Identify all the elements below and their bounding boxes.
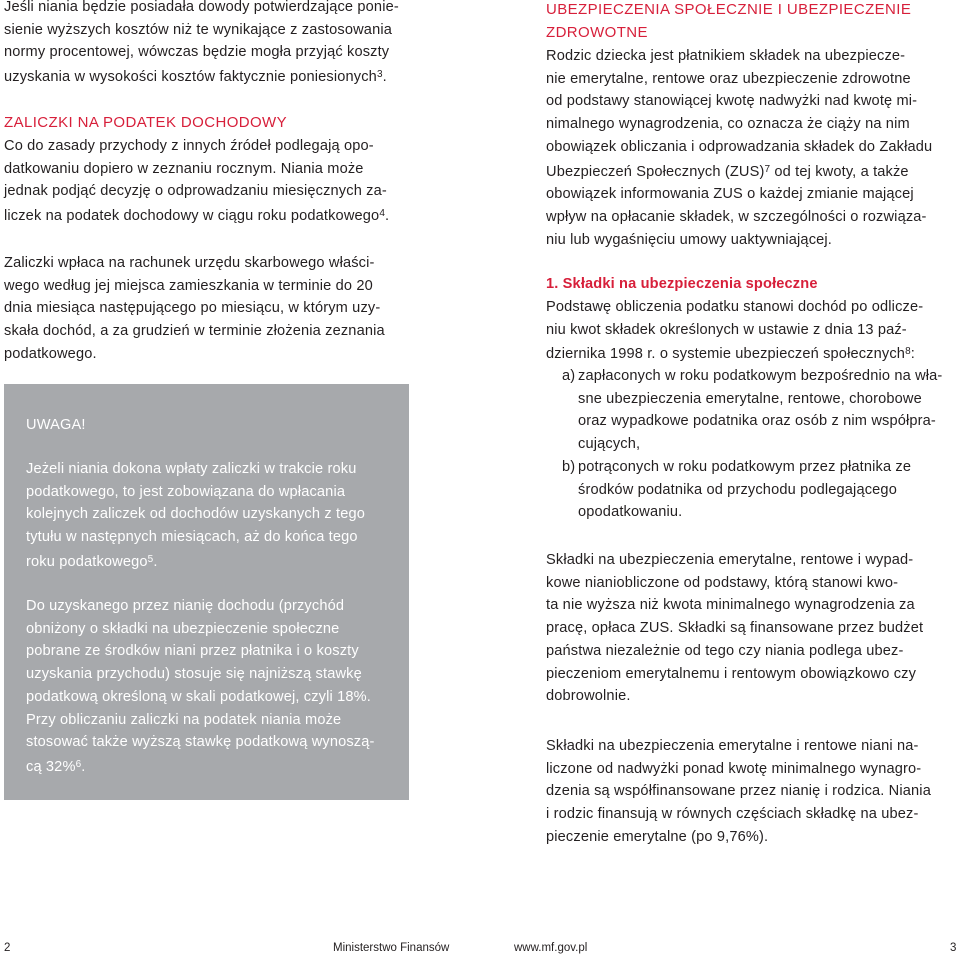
text-line-content: roku podatkowego <box>26 553 148 570</box>
notice-title: UWAGA! <box>26 417 86 433</box>
list-item-marker: a) <box>562 368 576 384</box>
text-line: wego według jej miejsca zamieszkania w terminie do 20 <box>4 277 373 294</box>
text-line: Jeśli niania będzie posiadała dowody potwierdzające ponie- <box>4 0 399 15</box>
text-line: dzenia są współfinansowane przez nianię i rodzica. Niania <box>546 783 931 800</box>
heading-line: ZDROWOTNE <box>546 23 648 41</box>
text-line: sienie wyższych kosztów niż te wynikające z zastosowania <box>4 21 392 38</box>
text-line <box>26 754 406 779</box>
text-line: kolejnych zaliczek od dochodów uzyskanych z tego <box>26 506 365 523</box>
text-line: pracę, opłaca ZUS. Składki są finansowane przez budżet <box>546 620 924 637</box>
text-line: pobrane ze środków niani przez płatnika i o koszty <box>26 643 359 660</box>
text-line: skała dochód, a za grudzień w terminie złożenia zeznania <box>4 323 385 340</box>
text-line: wpływ na opłacanie składek, w szczególności o rozwiąza- <box>546 208 927 225</box>
text-line: podatkowego, to jest zobowiązana do wpłacania <box>26 483 346 500</box>
text-line: państwa niezależnie od tego czy niania podlega ubez- <box>546 642 904 659</box>
text-line: zapłaconych w roku podatkowym bezpośrednio na wła- <box>578 368 943 384</box>
text-line-tail: . <box>153 553 158 570</box>
text-line: Przy obliczaniu zaliczki na podatek niania może <box>26 711 342 728</box>
text-line <box>546 341 956 366</box>
text-line: Składki na ubezpieczenia emerytalne i rentowe niani na- <box>546 738 919 754</box>
text-line: pieczeniom emerytalnemu i rentowym obowiązkowo czy <box>546 665 917 682</box>
text-line: nimalnego wynagrodzenia, co oznacza że ciąży na nim <box>546 116 910 133</box>
text-line-tail: . <box>382 69 387 86</box>
text-line: Składki na ubezpieczenia emerytalne, rentowe i wypad- <box>546 552 914 568</box>
text-line: cujących, <box>578 436 641 453</box>
intro-paragraph <box>4 0 404 89</box>
text-line-content: Ubezpieczeń Społecznych (ZUS) <box>546 163 765 180</box>
text-line-tail: . <box>81 758 86 775</box>
text-line: dobrowolnie. <box>546 688 631 705</box>
list-item-text <box>578 456 956 524</box>
footer-publisher: Ministerstwo Finansów <box>333 942 450 954</box>
text-line: od podstawy stanowiącej kwotę nadwyżki nad kwotę mi- <box>546 93 918 110</box>
text-line: ta nie wyższa niż kwota minimalnego wynagrodzenia za <box>546 597 915 614</box>
footnote-ref: 6 <box>75 758 82 770</box>
page-number-right: 3 <box>950 942 957 954</box>
text-line: tytułu w następnych miesiącach, aż do końca tego <box>26 529 358 546</box>
text-line: stosować także wyższą stawkę podatkową wynoszą- <box>26 734 375 751</box>
text-line: podatkową określoną w skali podatkowej, czyli 18%. <box>26 688 371 705</box>
insurance-paragraph-1 <box>546 45 956 251</box>
heading-line: UBEZPIECZENIA SPOŁECZNIE I UBEZPIECZENIE <box>546 1 912 18</box>
text-line: środków podatnika od przychodu podlegającego <box>578 481 897 498</box>
footnote-ref: 5 <box>147 553 154 565</box>
text-line: Co do zasady przychody z innych źródeł podlegają opo- <box>4 138 374 154</box>
text-line: obowiązek informowania ZUS o każdej zmianie mającej <box>546 186 914 203</box>
text-line-content: od tej kwoty, a także <box>770 163 909 180</box>
text-line <box>4 64 404 89</box>
contribution-list <box>546 365 956 524</box>
text-line: Do uzyskanego przez nianię dochodu (przychód <box>26 598 345 614</box>
text-line: Rodzic dziecka jest płatnikiem składek na ubezpiecze- <box>546 48 906 64</box>
text-line: obniżony o składki na ubezpieczenie społeczne <box>26 620 340 637</box>
footer-website-link[interactable]: www.mf.gov.pl <box>514 942 588 954</box>
text-line-content: uzyskania w wysokości kosztów faktycznie poniesionych <box>4 69 377 86</box>
text-line-content: cą 32% <box>26 758 76 775</box>
text-line: pieczenie emerytalne (po 9,76%). <box>546 828 769 845</box>
text-line: niu kwot składek określonych w ustawie z dnia 13 paź- <box>546 321 907 338</box>
text-line-content: liczek na podatek dochodowy w ciągu roku podatkowego <box>4 208 380 225</box>
text-line <box>546 159 956 184</box>
footnote-ref: 4 <box>379 208 386 220</box>
section-heading-tax-advances: ZALICZKI NA PODATEK DOCHODOWY <box>4 114 288 131</box>
text-line: kowe nianiobliczone od podstawy, którą stanowi kwo- <box>546 574 899 591</box>
notice-paragraph-2 <box>26 595 406 779</box>
text-line-tail: : <box>910 346 915 363</box>
text-line-content: dziernika 1998 r. o systemie ubezpieczeń społecznych <box>546 346 906 363</box>
text-line: liczone od nadwyżki ponad kwotę minimalnego wynagro- <box>546 760 922 777</box>
text-line: uzyskania przychodu) stosuje się najniższą stawkę <box>26 666 362 683</box>
text-line: i rodzic finansują w równych częściach składkę na ubez- <box>546 806 919 823</box>
tax-advance-paragraph <box>4 135 404 228</box>
text-line: podatkowego. <box>4 345 97 362</box>
text-line-tail: . <box>385 208 390 225</box>
payment-paragraph <box>4 252 404 366</box>
text-line: datkowaniu dopiero w zeznaniu rocznym. Niania może <box>4 160 364 177</box>
insurance-paragraph-2 <box>546 296 956 366</box>
list-item <box>546 456 956 524</box>
notice-paragraph-1 <box>26 458 406 574</box>
text-line: Zaliczki wpłaca na rachunek urzędu skarbowego właści- <box>4 255 375 271</box>
notice-box <box>4 384 409 800</box>
footnote-ref: 7 <box>764 163 771 175</box>
text-line: obowiązek obliczania i odprowadzania składek do Zakładu <box>546 138 933 155</box>
text-line: dnia miesiąca następującego po miesiącu, w którym uzy- <box>4 300 381 317</box>
text-line: niu lub wygaśnięciu umowy uaktywniającej. <box>546 231 833 248</box>
text-line: opodatkowaniu. <box>578 504 683 521</box>
list-item-marker: b) <box>562 458 576 475</box>
text-line: Podstawę obliczenia podatku stanowi dochód po odlicze- <box>546 299 924 315</box>
insurance-paragraph-3 <box>546 549 956 708</box>
text-line: normy procentowej, wówczas będzie mogła przyjąć koszty <box>4 44 390 61</box>
text-line: potrąconych w roku podatkowym przez płatnika ze <box>578 458 912 475</box>
text-line <box>4 203 404 228</box>
insurance-paragraph-4 <box>546 735 956 849</box>
text-line <box>26 549 406 574</box>
section-heading-insurance <box>546 0 956 44</box>
text-line: nie emerytalne, rentowe oraz ubezpieczenie zdrowotne <box>546 70 911 87</box>
text-line: Jeżeli niania dokona wpłaty zaliczki w trakcie roku <box>26 461 357 477</box>
list-item-text <box>578 365 956 456</box>
footnote-ref: 8 <box>905 346 911 358</box>
text-line: jednak podjąć decyzję o odprowadzaniu miesięcznych za- <box>4 183 387 200</box>
footnote-ref: 3 <box>376 69 383 81</box>
list-item <box>546 365 956 456</box>
text-line: sne ubezpieczenia emerytalne, rentowe, chorobowe <box>578 390 922 407</box>
page-number-left: 2 <box>4 942 11 954</box>
sub-heading-social-contributions: 1. Składki na ubezpieczenia społeczne <box>546 276 818 292</box>
text-line: oraz wypadkowe podatnika oraz osób z nim współpra- <box>578 413 936 430</box>
